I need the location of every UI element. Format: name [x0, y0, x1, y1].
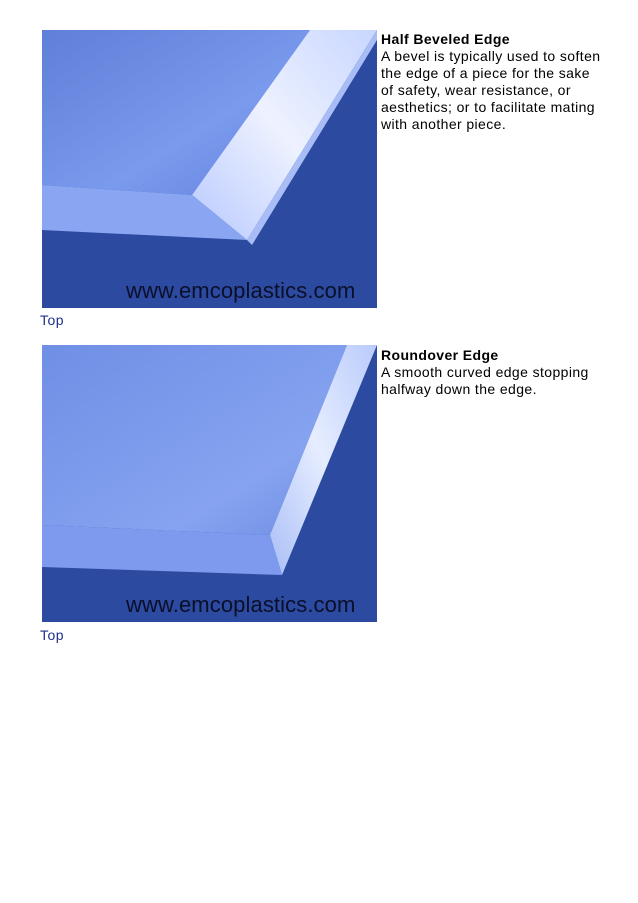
half-beveled-edge-illustration [42, 30, 377, 308]
watermark-text: www.emcoplastics.com [126, 592, 356, 617]
roundover-edge-image [42, 345, 377, 622]
entry-description: A smooth curved edge stopping halfway down the edge. [381, 364, 589, 397]
top-link[interactable]: Top [40, 627, 65, 643]
half-beveled-edge-image [42, 30, 377, 308]
top-link[interactable]: Top [40, 312, 65, 328]
entry-title: Roundover Edge [381, 347, 499, 363]
entry-title: Half Beveled Edge [381, 31, 510, 47]
watermark-text: www.emcoplastics.com [126, 278, 356, 303]
entry-description: A bevel is typically used to soften the edge of a piece for the sake of safety, wear resistance, or aesthetics; or to facilitate mating with another piece. [381, 48, 601, 132]
half-beveled-edge-description-block [381, 31, 603, 133]
roundover-edge-illustration [42, 345, 377, 622]
roundover-edge-description-block [381, 347, 603, 398]
